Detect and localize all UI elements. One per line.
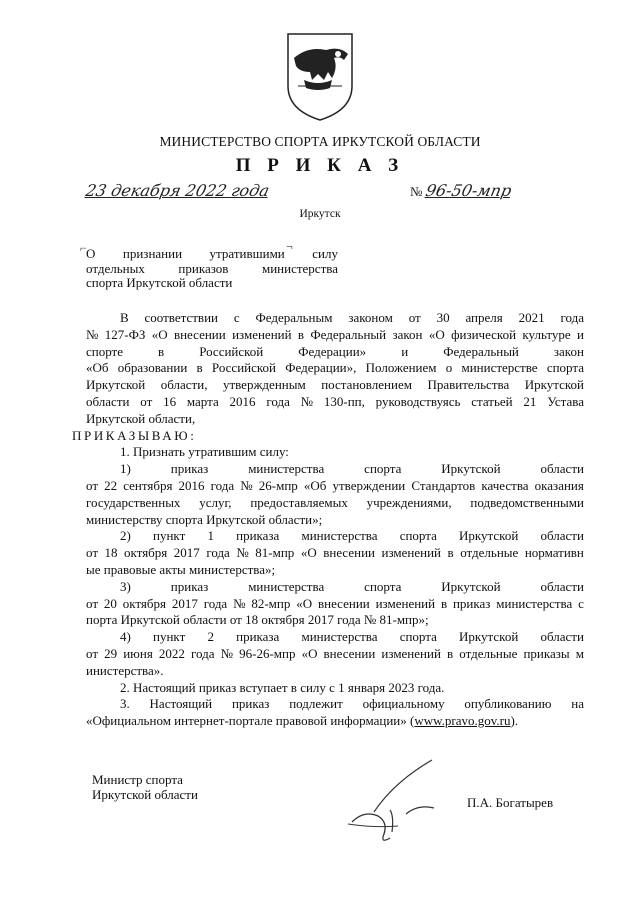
preamble-line: спорте в Российской Федерации» и Федеральный закон <box>86 343 584 359</box>
document-type: П Р И К А З <box>235 155 405 176</box>
item-3-line-2: «Официальном интернет-портале правовой информации» (www.pravo.gov.ru). <box>86 713 519 729</box>
pravo-link[interactable]: www.pravo.gov.ru <box>414 713 511 729</box>
item-3: 3. Настоящий приказ подлежит официальному опубликованию на <box>120 696 584 712</box>
document-number <box>410 181 514 200</box>
ministry-name: МИНИСТЕРСТВО СПОРТА ИРКУТСКОЙ ОБЛАСТИ <box>159 134 481 149</box>
number-prefix: № <box>410 184 423 199</box>
sub-item-1: 1) приказ министерства спорта Иркутской области <box>120 461 584 477</box>
orders-word: ПРИКАЗЫВАЮ: <box>72 427 197 443</box>
signatory-position: Министр спорта Иркутской области <box>92 772 198 802</box>
corner-mark-right: ¬ <box>286 239 293 253</box>
document-subject: О признании утратившими силу отдельных приказов министерства спорта Иркутской области <box>86 246 338 291</box>
preamble-line: В соответствии с Федеральным законом от 30 апреля 2021 года <box>120 310 584 325</box>
sub-item-3: 3) приказ министерства спорта Иркутской области <box>120 578 584 594</box>
item-2: 2. Настоящий приказ вступает в силу с 1 января 2023 года. <box>120 679 445 695</box>
item-1: 1. Признать утратившим силу: <box>120 444 289 460</box>
handwritten-signature <box>334 752 454 852</box>
document-date: 23 декабря 2022 года <box>83 181 272 200</box>
irkutsk-coat-of-arms-icon <box>268 26 372 126</box>
document-body: В соответствии с Федеральным законом от 30 апреля 2021 года № 127-ФЗ «О внесении изменений в Федеральный закон «О физической культуре и спорте в Российской Федерации» и Федеральный закон «Об образовании в Российской Федерации», Положением о министерстве спорта Иркутской области, утвержденным постановлением Правительства Иркутской области от 16 марта 2016 года № 130-пп, руководствуясь статьей 21 Устава Иркутской области, ПРИКАЗЫВАЮ: 1. Признать утратившим силу: 1) приказ министерства спорта Иркутской области от 22 сентября 2016 года № 26-мпр «Об утверждении Стандартов качества оказания государственных услуг, предоставляемых учреждениями, подведомственными министерству спорта Иркутской области»; 2) пункт 1 приказа министерства спорта Иркутской области от 18 октября 2017 года № 81-мпр «О внесении изменений в отдельные нормативн ые правовые акты министерства»; 3) приказ министерства спорта Иркутской области от 20 октября 2017 года № 82-мпр «О внесении изменений в приказ министерства с порта Иркутской области от 18 октября 2017 года № 81-мпр»; 4) пункт 2 приказа министерства спорта Иркутской области от 29 июня 2022 года № 96-26-мпр «О внесении изменений в отдельные приказы м инистерства». 2. Настоящий приказ вступает в силу с 1 января 2023 года. 3. Настоящий приказ подлежит официальному опубликованию на «Официальном интернет-портале правовой информации» (www.pravo.gov.ru). <box>72 310 584 729</box>
preamble-line: № 127-ФЗ «О внесении изменений в Федеральный закон «О физической культуре и <box>86 326 584 342</box>
preamble-line: Иркутской области, <box>86 410 196 426</box>
preamble-line: области от 16 марта 2016 года № 130-пп, руководствуясь статьей 21 Устава <box>86 393 584 409</box>
number-value: 96-50-мпр <box>423 181 514 200</box>
document-city: Иркутск <box>299 208 341 220</box>
preamble-line: Иркутской области, утвержденным постановлением Правительства Иркутской <box>86 377 584 393</box>
corner-mark-left: ⌐ <box>80 241 87 255</box>
signatory-name: П.А. Богатырев <box>467 795 554 810</box>
preamble-line: «Об образовании в Российской Федерации», Положением о министерстве спорта <box>86 360 584 376</box>
sub-item-2: 2) пункт 1 приказа министерства спорта Иркутской области <box>120 528 584 544</box>
sub-item-4: 4) пункт 2 приказа министерства спорта Иркутской области <box>120 629 584 645</box>
